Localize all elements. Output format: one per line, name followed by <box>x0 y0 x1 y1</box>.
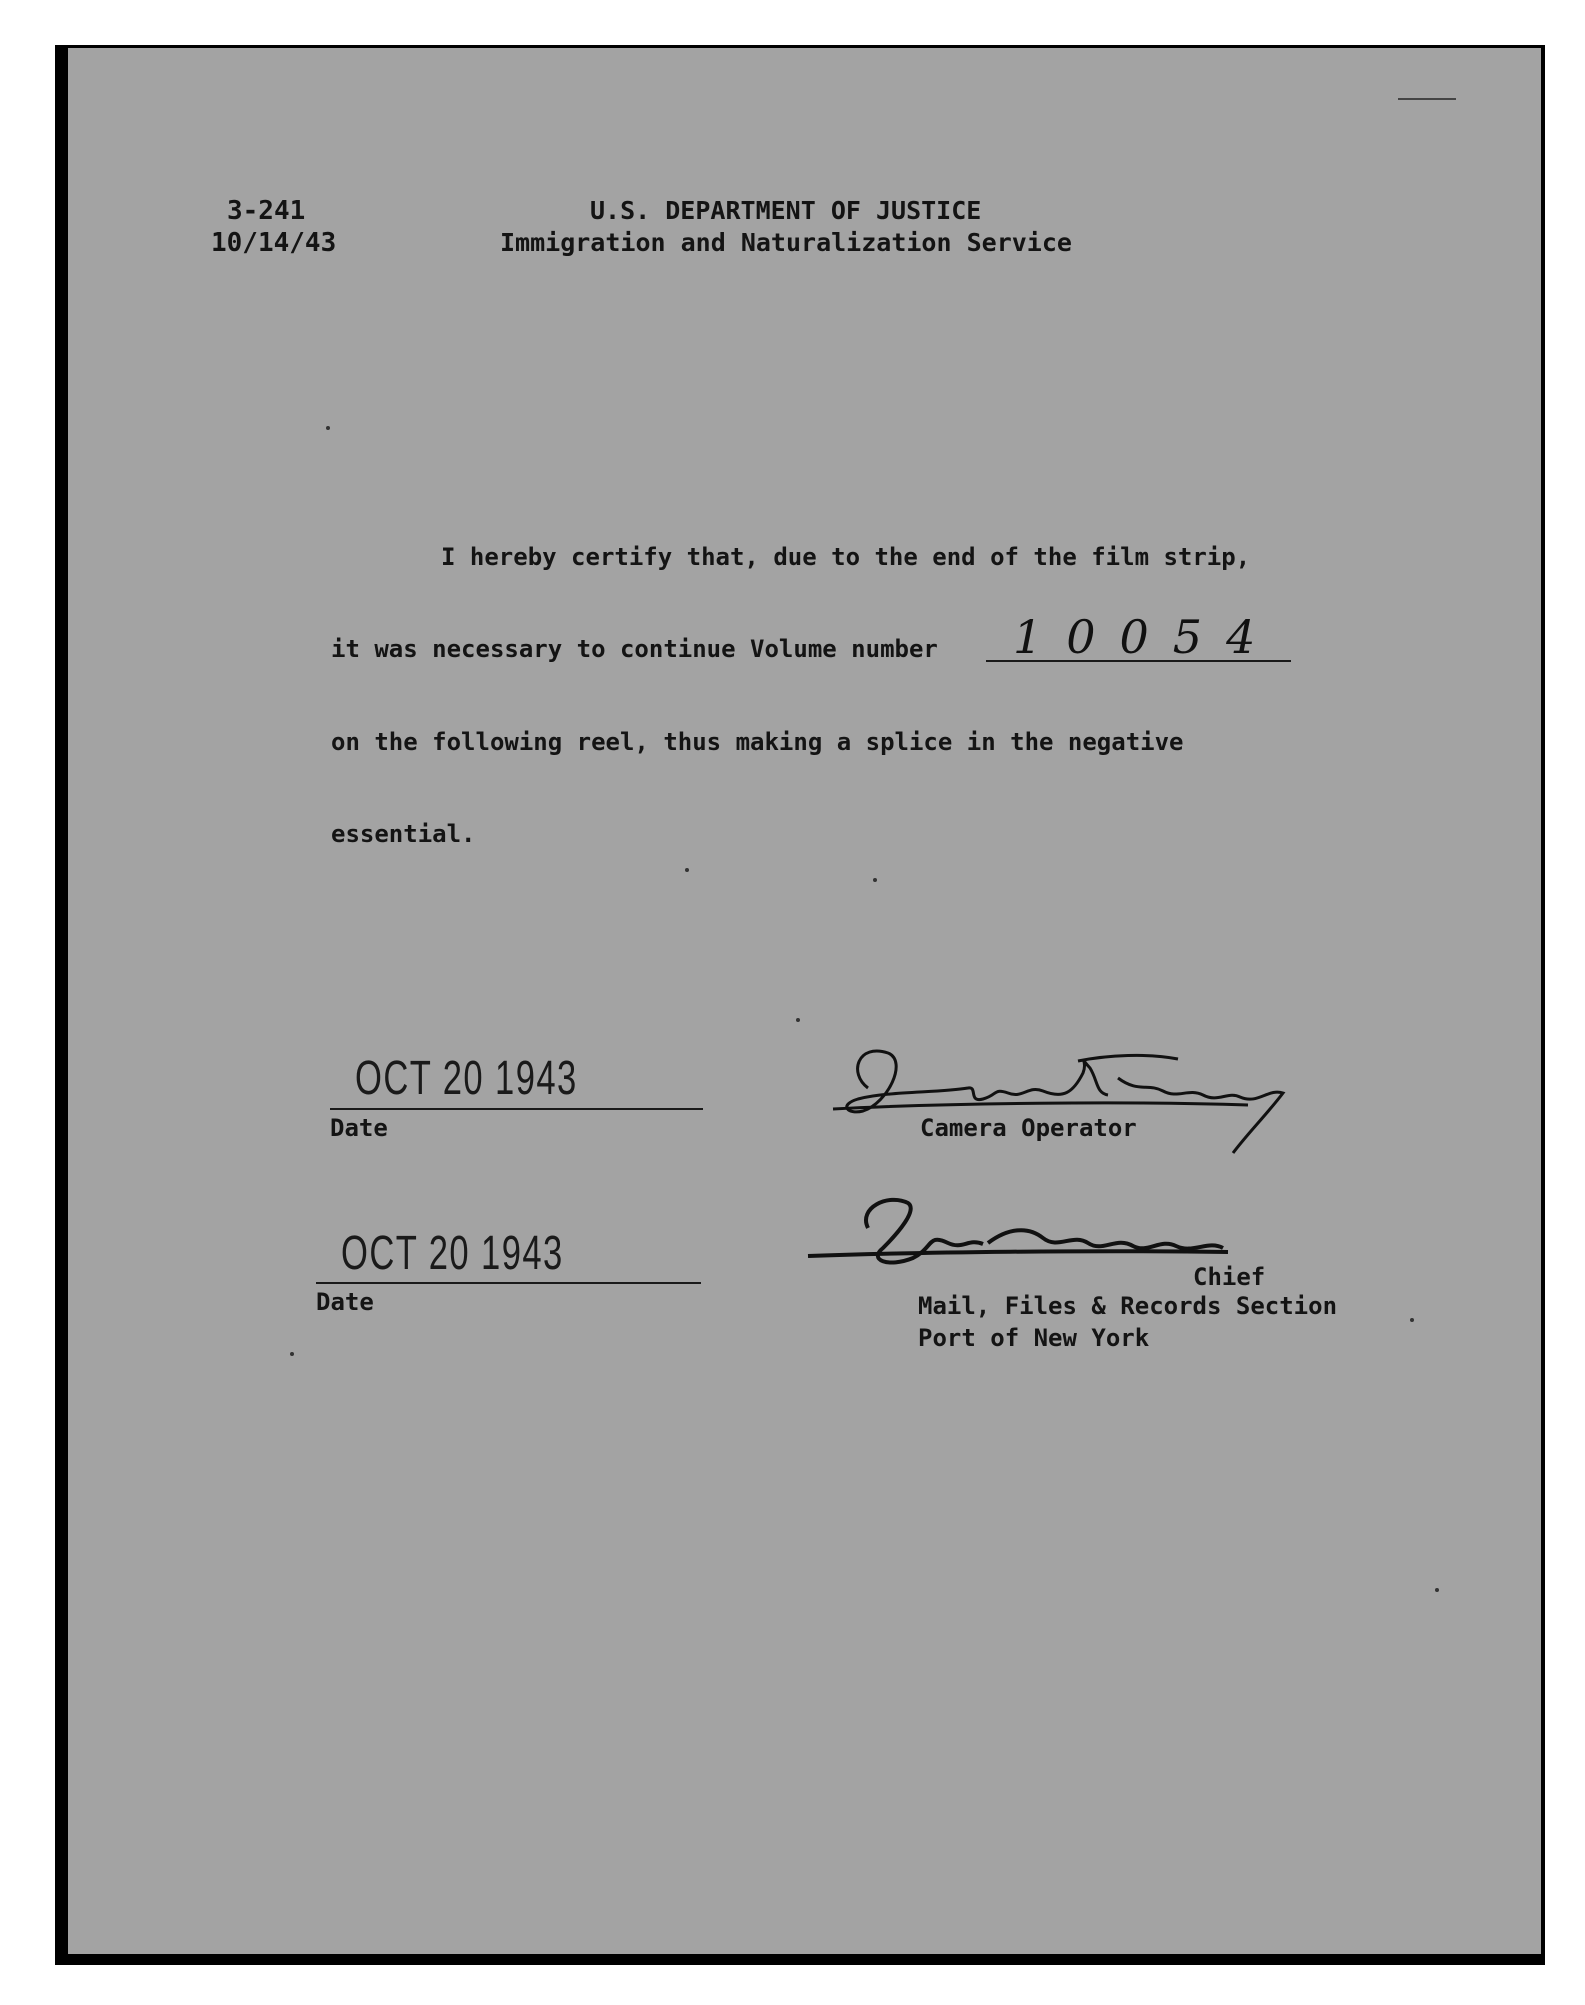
date-label-2: Date <box>316 1288 374 1316</box>
chief-title: Chief <box>1193 1263 1266 1291</box>
camera-operator-signature <box>828 1033 1298 1168</box>
speck <box>685 868 689 872</box>
speck <box>796 1018 800 1022</box>
certification-line-1: I hereby certify that, due to the end of the film strip, <box>441 543 1251 571</box>
office-name: Port of New York <box>918 1324 1150 1352</box>
section-name: Mail, Files & Records Section <box>918 1292 1338 1320</box>
camera-operator-label: Camera Operator <box>920 1114 1137 1142</box>
date-stamp-1: OCT 20 1943 <box>355 1052 578 1105</box>
corner-mark <box>1398 98 1456 100</box>
volume-number-handwritten: 10054 <box>1013 610 1280 664</box>
scan-frame <box>55 45 1545 1965</box>
form-number: 3-241 <box>227 196 306 226</box>
department-heading: U.S. DEPARTMENT OF JUSTICE <box>590 196 982 225</box>
speck <box>290 1352 294 1356</box>
date-label-1: Date <box>330 1114 388 1142</box>
form-identifier <box>211 195 336 259</box>
certification-line-3: on the following reel, thus making a splice in the negative <box>331 728 1184 756</box>
document-page <box>68 48 1541 1954</box>
form-date: 10/14/43 <box>211 228 337 258</box>
date-stamp-2: OCT 20 1943 <box>341 1227 564 1280</box>
service-heading: Immigration and Naturalization Service <box>500 228 1072 257</box>
speck <box>1410 1318 1414 1322</box>
date-rule-2 <box>316 1282 701 1284</box>
date-rule-1 <box>330 1108 703 1110</box>
speck <box>873 878 877 882</box>
certification-line-4: essential. <box>331 820 476 848</box>
certification-line-2: it was necessary to continue Volume number <box>331 635 938 663</box>
speck <box>326 426 330 430</box>
speck <box>1435 1588 1439 1592</box>
